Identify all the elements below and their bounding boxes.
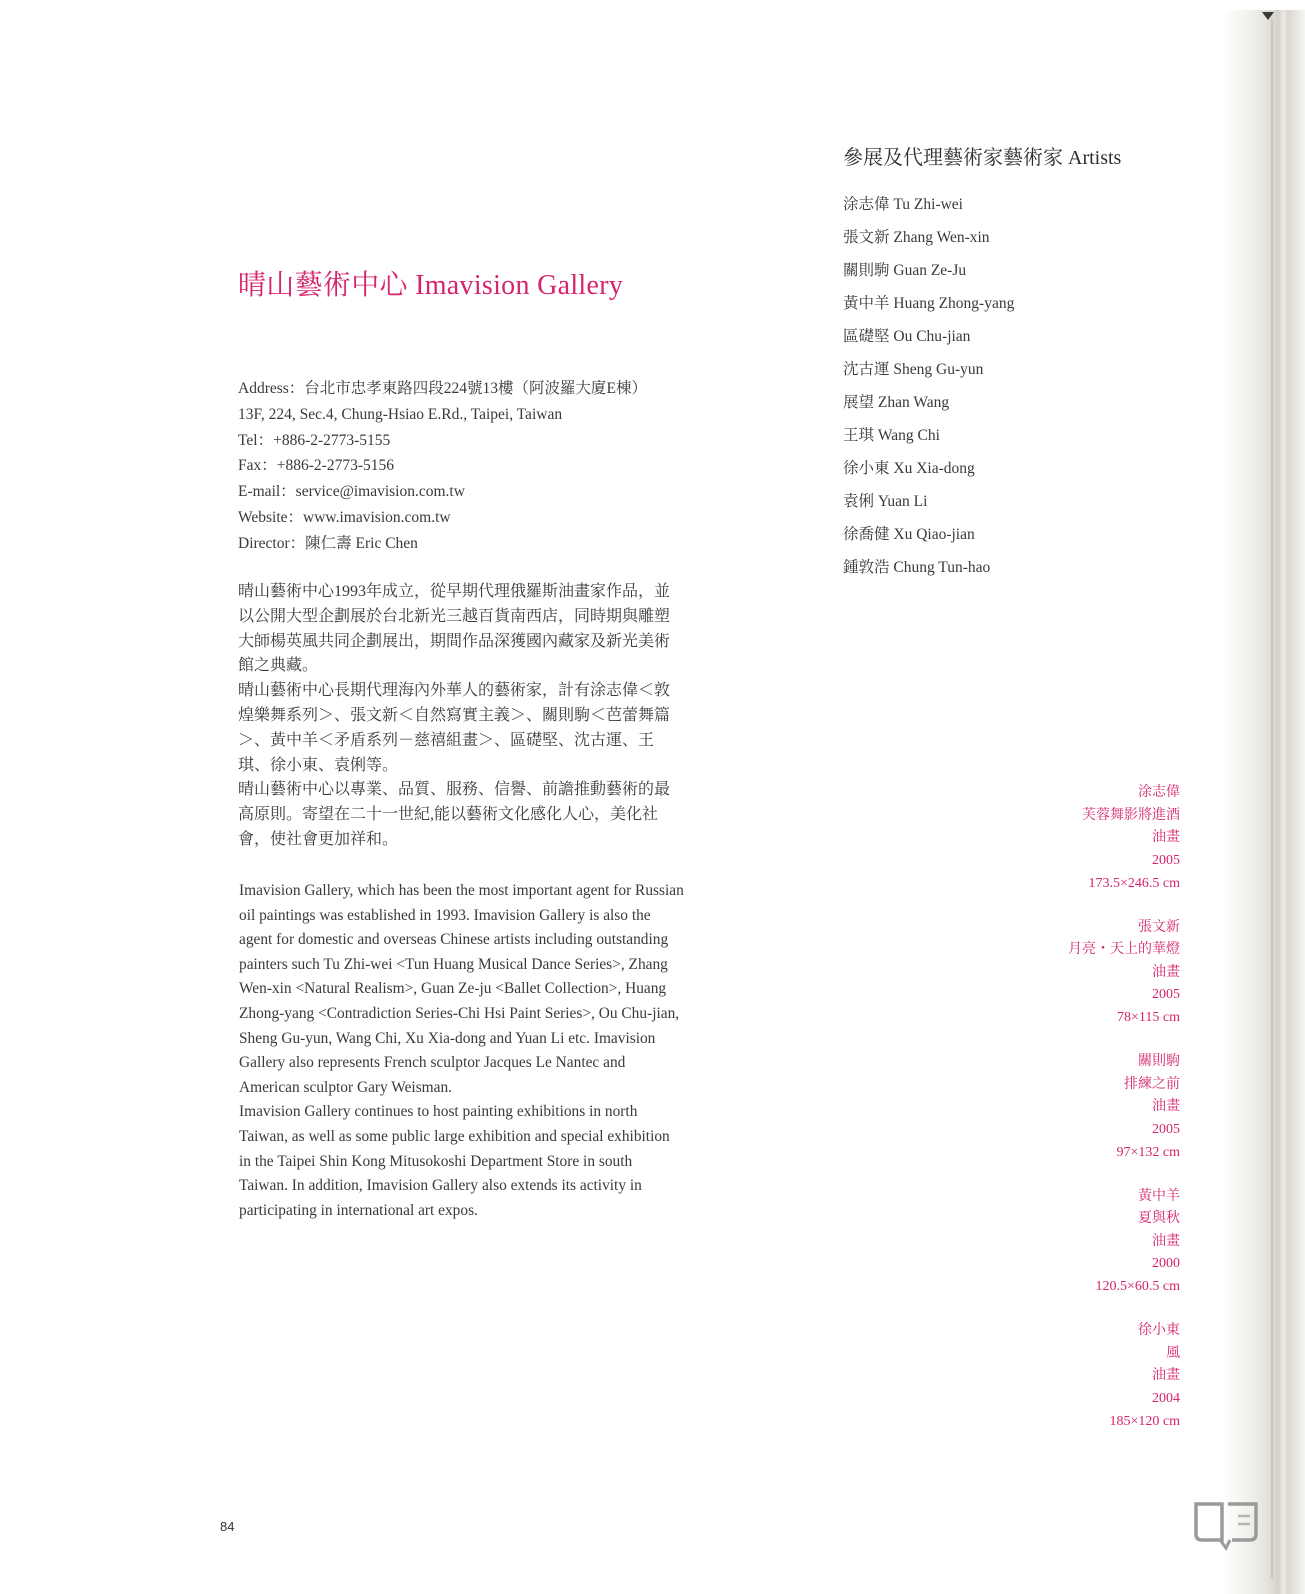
artist-item: 展望 Zhan Wang <box>843 394 950 411</box>
artwork-size: 78×115 cm <box>1117 1010 1180 1025</box>
artwork-caption <box>1040 1320 1180 1434</box>
artist-item: 區礎堅 Ou Chu-jian <box>843 328 971 345</box>
artist-item: 徐喬健 Xu Qiao-jian <box>843 526 975 543</box>
gallery-title: 晴山藝術中心 Imavision Gallery <box>238 270 624 301</box>
artwork-artist: 涂志偉 <box>1138 785 1180 800</box>
address-en: 13F, 224, Sec.4, Chung-Hsiao E.Rd., Taipei, Taiwan <box>238 405 563 423</box>
artwork-year: 2005 <box>1152 1121 1180 1137</box>
artist-list <box>843 188 1014 584</box>
artist-item: 張文新 Zhang Wen-xin <box>843 229 990 246</box>
artwork-medium: 油畫 <box>1152 830 1180 845</box>
artwork-caption <box>1040 1051 1180 1165</box>
artist-item: 王琪 Wang Chi <box>843 427 940 444</box>
artist-item: 涂志偉 Tu Zhi-wei <box>843 196 963 213</box>
description-zh-paragraph: 晴山藝術中心長期代理海內外華人的藝術家，計有涂志偉＜敦煌樂舞系列＞、張文新＜自然寫實主義＞、關則駒＜芭蕾舞篇＞、黃中羊＜矛盾系列－慈禧組畫＞、區礎堅、沈古運、王琪、徐小東、袁俐等。 <box>238 682 671 774</box>
artwork-medium: 油畫 <box>1152 1233 1180 1249</box>
artwork-artist: 徐小東 <box>1138 1323 1180 1338</box>
artwork-artist: 黃中羊 <box>1138 1188 1180 1204</box>
page-number: 84 <box>220 1519 235 1534</box>
page-edge-line <box>1271 18 1273 1578</box>
artwork-caption <box>1040 1186 1180 1300</box>
artist-item: 黃中羊 Huang Zhong-yang <box>843 295 1015 312</box>
artwork-artist: 關則駒 <box>1138 1054 1180 1069</box>
artwork-medium: 油畫 <box>1152 1368 1180 1383</box>
artwork-title: 風 <box>1166 1345 1180 1361</box>
artist-item: 鍾敦浩 Chung Tun-hao <box>843 559 991 576</box>
artwork-captions <box>1040 782 1180 1455</box>
artwork-year: 2005 <box>1152 987 1180 1002</box>
description-zh-paragraph: 晴山藝術中心以專業、品質、服務、信譽、前譫推動藝術的最高原則。寄望在二十一世紀,能以藝術文化感化人心，美化社會，使社會更加祥和。 <box>238 781 671 848</box>
website: Website：www.imavision.com.tw <box>238 508 451 526</box>
tel: Tel：+886-2-2773-5155 <box>238 431 391 449</box>
artist-item: 關則駒 Guan Ze-Ju <box>843 262 967 279</box>
description-zh-paragraph: 晴山藝術中心1993年成立，從早期代理俄羅斯油畫家作品，並以公開大型企劃展於台北新光三越百貨南西店，同時期與雕塑大師楊英風共同企劃展出，期間作品深獲國內藏家及新光美術館之典藏。 <box>238 583 671 675</box>
fax: Fax：+886-2-2773-5156 <box>238 457 394 475</box>
contact-info <box>238 376 698 557</box>
artist-item: 徐小東 Xu Xia-dong <box>843 460 975 477</box>
artwork-medium: 油畫 <box>1152 964 1180 980</box>
artists-heading: 參展及代理藝術家藝術家 Artists <box>843 147 1122 169</box>
artwork-size: 97×132 cm <box>1116 1144 1180 1160</box>
description-en <box>239 879 684 1223</box>
page-gutter <box>1222 10 1305 1594</box>
open-book-icon <box>1192 1498 1262 1552</box>
director: Director：陳仁壽 Eric Chen <box>238 534 418 552</box>
email: E-mail：service@imavision.com.tw <box>238 483 465 501</box>
artwork-caption <box>1040 917 1180 1031</box>
artwork-size: 120.5×60.5 cm <box>1095 1279 1180 1294</box>
description-en-paragraph: Imavision Gallery continues to host painting exhibitions in north Taiwan, as well as some public large exhibition and special exhibition in the Taipei Shin Kong Mitusokoshi Department Store in south Taiwan. In addition, Imavision Gallery also extends its activity in participating in international art expos. <box>239 1103 670 1219</box>
artwork-size: 173.5×246.5 cm <box>1088 875 1180 891</box>
artwork-title: 排練之前 <box>1124 1076 1180 1092</box>
description-zh <box>238 580 683 853</box>
artwork-caption <box>1040 782 1180 896</box>
artwork-title: 月亮・天上的華燈 <box>1068 942 1180 957</box>
description-en-paragraph: Imavision Gallery, which has been the most important agent for Russian oil paintings was established in 1993. Imavision Gallery is also the agent for domestic and overseas Chinese artists including outstanding painters such Tu Zhi-wei <Tun Huang Musical Dance Series>, Zhang Wen-xin <Natural Realism>, Guan Ze-ju <Ballet Collection>, Huang Zhong-yang <Contradiction Series-Chi Hsi Paint Series>, Ou Chu-jian, Sheng Gu-yun, Wang Chi, Xu Xia-dong and Yuan Li etc. Imavision Gallery also represents French sculptor Jacques Le Nantec and American sculptor Gary Weisman. <box>239 882 684 1096</box>
artwork-medium: 油畫 <box>1152 1099 1180 1114</box>
artwork-year: 2005 <box>1152 852 1180 868</box>
artwork-artist: 張文新 <box>1138 919 1180 935</box>
artwork-title: 芙蓉舞影將進酒 <box>1082 807 1180 823</box>
artwork-title: 夏與秋 <box>1138 1211 1180 1226</box>
address-zh: Address：台北市忠孝東路四段224號13樓（阿波羅大廈E棟） <box>238 380 648 397</box>
artwork-year: 2000 <box>1152 1256 1180 1271</box>
artwork-size: 185×120 cm <box>1109 1413 1180 1429</box>
artwork-year: 2004 <box>1152 1390 1180 1406</box>
artist-item: 沈古運 Sheng Gu-yun <box>843 361 984 378</box>
artist-item: 袁俐 Yuan Li <box>843 493 928 510</box>
